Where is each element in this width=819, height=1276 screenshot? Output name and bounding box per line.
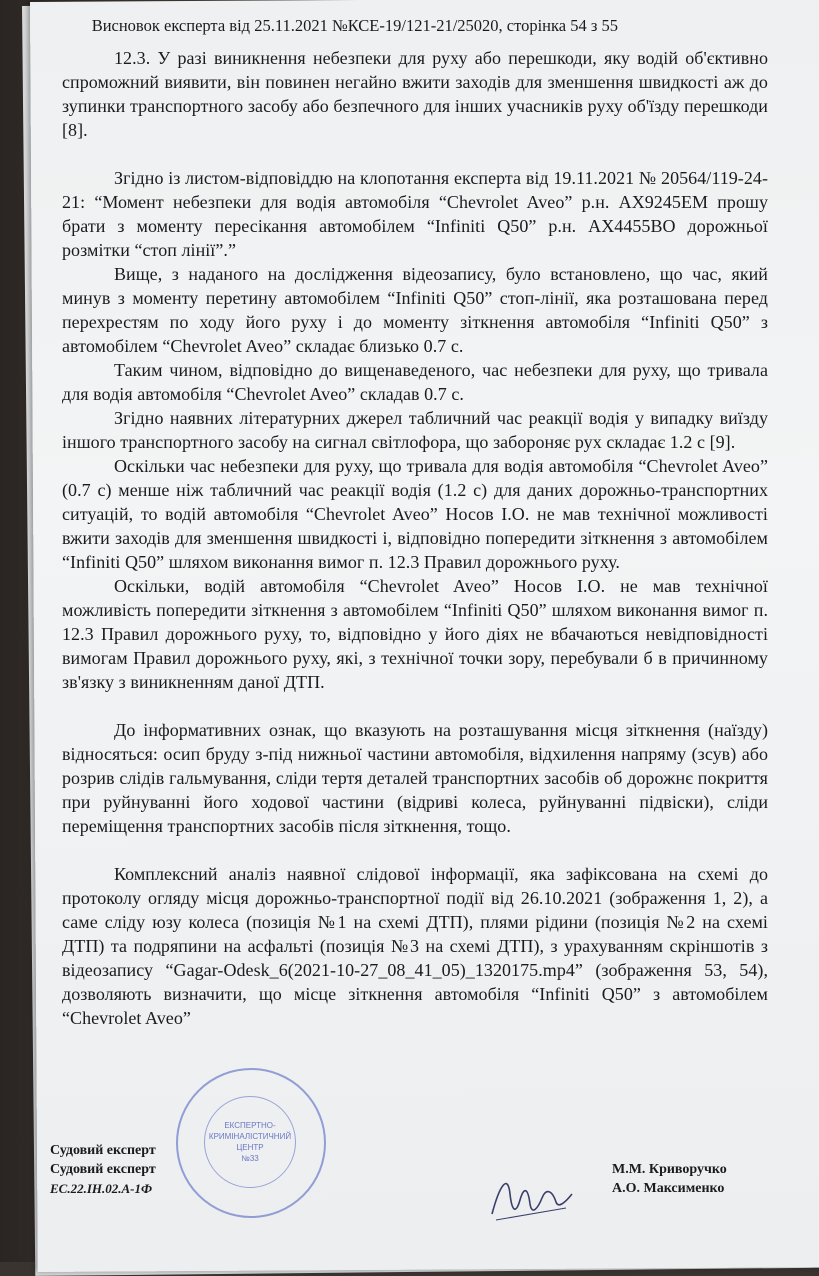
header-title: Висновок експерта від 25.11.2021 №КСЕ-19/121-21/25020, сторінка 54 з 55 <box>91 16 618 35</box>
page-header <box>62 14 768 38</box>
paragraph-6: Оскільки час небезпеки для руху, що тривала для водія автомобіля “Chevrolet Aveo” (0.7 с) менше ніж табличний час реакції водія (1.2 с) для даних дорожньо-транспортних ситуацій, то водій автомобіля “Chevrolet Aveo” Носов І.О. не мав технічної можливості вжити заходів для зменшення швидкості і, відповідно попередити зіткнення з автомобілем “Infiniti Q50” шляхом виконання вимог п. 12.3 Правил дорожнього руху. <box>62 456 768 572</box>
paragraph-2: Згідно із листом-відповіддю на клопотання експерта від 19.11.2021 № 20564/119-24-21: “Момент небезпеки для водія автомобіля “Chevrolet Aveo” р.н. АХ9245ЕМ прошу брати з моменту пересікання автомобілем “Infiniti Q50” р.н. АХ4455ВО дорожньої розмітки “стоп лінії”.” <box>62 168 768 260</box>
paragraph-4: Таким чином, відповідно до вищенаведеного, час небезпеки для руху, що тривала для водія автомобіля “Chevrolet Aveo” складав 0.7 с. <box>62 360 768 404</box>
expert-name-2: А.О. Максименко <box>612 1181 725 1196</box>
paragraph-9: Комплексний аналіз наявної слідової інформації, яка зафіксована на схемі до протоколу огляду місця дорожньо-транспортної події від 26.10.2021 (зображення 1, 2), а саме сліду юзу колеса (позиція №1 на схемі ДТП), плями рідини (позиція №2 на схемі ДТП) та подряпини на асфальті (позиція №3 на схемі ДТП), з урахуванням скріншотів з відеозапису “Gagar-Odesk_6(2021-10-27_08_41_05)_1320175.mp4” (зображення 53, 54), дозволяють визначити, що місце зіткнення автомобіля “Infiniti Q50” з автомобілем “Chevrolet Aveo” <box>62 864 768 1028</box>
stamp-line: КРИМІНАЛІСТИЧНИЙ <box>208 1132 292 1141</box>
paragraph-7: Оскільки, водій автомобіля “Chevrolet Aveo” Носов І.О. не мав технічної можливість попередити зіткнення з автомобілем “Infiniti Q50” шляхом виконання вимог п. 12.3 Правил дорожнього руху, то, відповідно у його діях не вбачаються невідповідності вимогам Правил дорожнього руху, які, з технічної точки зору, перебували б в причинному зв'язку з виникненням даної ДТП. <box>62 576 768 692</box>
expert-role-2: Судовий експерт <box>50 1162 156 1177</box>
stamp-line: №33 <box>241 1154 259 1163</box>
paragraph-1: 12.3. У разі виникнення небезпеки для руху або перешкоди, яку водій об'єктивно спроможний виявити, він повинен негайно вжити заходів для зменшення швидкості аж до зупинки транспортного засобу або безпечного для інших учасників руху об'їзду перешкоди [8]. <box>62 48 768 140</box>
stamp-line: ЕКСПЕРТНО- <box>224 1121 276 1130</box>
stamp-line: ЦЕНТР <box>236 1143 264 1152</box>
paragraph-5: Згідно наявних літературних джерел табличний час реакції водія у випадку виїзду іншого транспортного засобу на сигнал світлофора, що забороняє рух складає 1.2 с [9]. <box>62 408 768 452</box>
expert-name-1: М.М. Криворучко <box>612 1162 727 1177</box>
document-body <box>62 14 768 1030</box>
paragraph-8: До інформативних ознак, що вказують на розташування місця зіткнення (наїзду) відносяться: осип бруду з-під нижньої частини автомобіля, відхилення напряму (зсув) або розрив слідів гальмування, сліди тертя деталей транспортних засобів об дорожнє покриття при руйнуванні його ходової частини (відриві колеса, руйнуванні підвіски), сліди переміщення транспортних засобів після зіткнення, тощо. <box>62 720 768 836</box>
expert-role-1: Судовий експерт <box>50 1143 156 1158</box>
form-code: ЕС.22.ІН.02.А-1Ф <box>50 1181 153 1196</box>
signature-block <box>50 1143 790 1200</box>
paragraph-3: Вище, з наданого на дослідження відеозапису, було встановлено, що час, який минув з моменту перетину автомобілем “Infiniti Q50” стоп-лінії, яка розташована перед перехрестям по ходу його руху і до моменту зіткнення автомобіля “Infiniti Q50” з автомобілем “Chevrolet Aveo” складає близько 0.7 с. <box>62 264 768 356</box>
